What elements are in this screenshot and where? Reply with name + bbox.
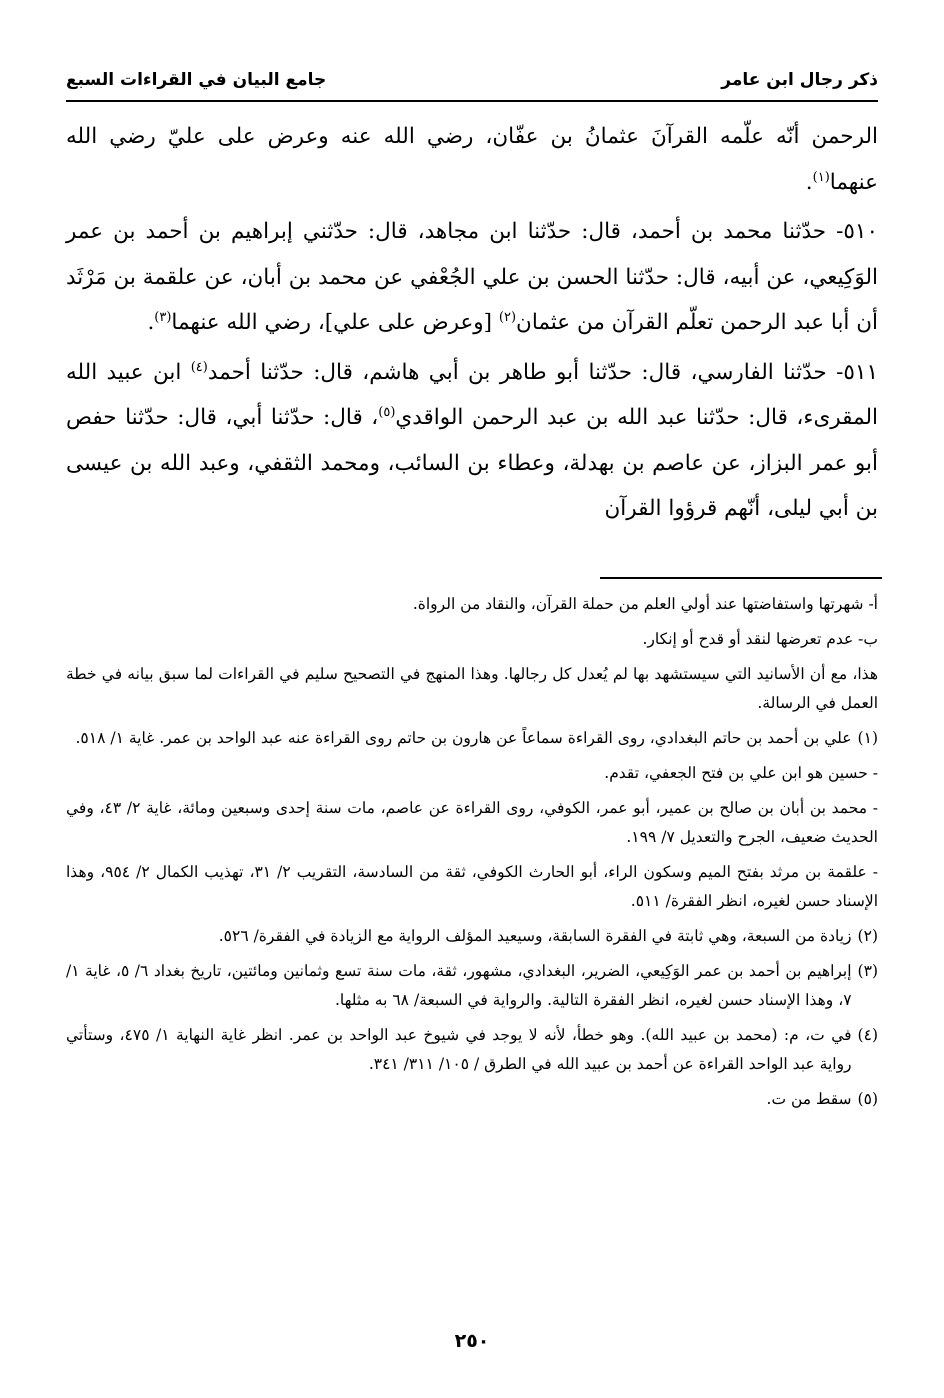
footnote-1-detail-alqama: - علقمة بن مرثد بفتح الميم وسكون الراء، أبو الحارث الكوفي، ثقة من السادسة، التقريب ٢/ ٣١، تهذيب الكمال ٢/ ٩٥٤، وهذا الإسناد حسن لغيره، انظر الفقرة/ ٥١١. bbox=[66, 863, 879, 910]
footnote-text: زيادة من السبعة، وهي ثابتة في الفقرة السابقة، وسيعيد المؤلف الرواية مع الزيادة في الفقرة/ ٥٢٦. bbox=[218, 927, 852, 945]
footnotes bbox=[66, 590, 878, 1120]
footnote-3 bbox=[66, 957, 878, 1015]
footnote-text: في ت، م: (محمد بن عبيد الله). وهو خطأ، لأنه لا يوجد في شيوخ عبد الواحد بن عمر. انظر غاية النهاية ١/ ٤٧٥، وستأتي رواية عبد الواحد القراءة عن أحمد بن عبيد الله في الطرق / ١٠٥/ ٣١١/ ٣٤١. bbox=[66, 1026, 852, 1073]
note-continued-a: أ- شهرتها واستفاضتها عند أولي العلم من حملة القرآن، والنقاد من الرواة. bbox=[412, 595, 878, 613]
footnote-ref-2: (٢) bbox=[498, 309, 517, 325]
paragraph-continued: الرحمن أنّه علّمه القرآنَ عثمانُ بن عفّان، رضي الله عنه وعرض على عليّ رضي الله عنهما$^{(١)}$. bbox=[66, 124, 878, 195]
note-continued-c: هذا، مع أن الأسانيد التي سيستشهد بها لم يُعدل كل رجالها. وهذا المنهج في التصحيح سليم في القراءات لما سبق بيانه في خطة العمل في الرسالة. bbox=[66, 665, 878, 712]
chapter-title: ذكر رجال ابن عامر bbox=[721, 70, 878, 90]
footnote-number: (٤) bbox=[857, 1026, 878, 1044]
footnote-1-detail-husayn: - حسين هو ابن علي بن فتح الجعفي، تقدم. bbox=[604, 764, 878, 782]
footnote-4 bbox=[66, 1021, 878, 1079]
footnote-number: (٣) bbox=[857, 962, 878, 980]
footnote-text: إبراهيم بن أحمد بن عمر الوَكِيعي، الضرير، البغدادي، مشهور، ثقة، مات سنة تسع وثمانين ومائتين، تاريخ بغداد ٦/ ٥، غاية ١/ ٧، وهذا الإسناد حسن لغيره، انظر الفقرة التالية. والرواية في السبعة/ ٦٨ به مثلها. bbox=[66, 962, 852, 1009]
note-continued-b: ب- عدم تعرضها لنقد أو قدح أو إنكار. bbox=[642, 630, 878, 648]
footnote-5 bbox=[66, 1085, 878, 1114]
main-text bbox=[66, 114, 878, 532]
footnote-ref-4: (٤) bbox=[190, 359, 208, 375]
paragraph-511: ٥١١- حدّثنا الفارسي، قال: حدّثنا أبو طاهر بن أبي هاشم، قال: حدّثنا أحمد$^{(٤)}$ ابن عبيد الله المقرىء، قال: حدّثنا عبد الله بن عبد الرحمن الواقدي$^{(٥)}$، قال: حدّثنا أبي، قال: حدّثنا حفص أبو عمر البزاز، عن عاصم بن بهدلة، وعطاء بن السائب، ومحمد الثقفي، وعبد الله بن عيسى بن أبي ليلى، أنّهم قرؤوا القرآن bbox=[66, 359, 878, 521]
footnote-1 bbox=[66, 724, 878, 753]
footnote-number: (١) bbox=[857, 729, 878, 747]
footnote-number: (٥) bbox=[857, 1090, 878, 1108]
paragraph-510: ٥١٠- حدّثنا محمد بن أحمد، قال: حدّثنا ابن مجاهد، قال: حدّثني إبراهيم بن أحمد بن عمر الوَكِيعي، عن أبيه، قال: حدّثنا الحسن بن علي الجُعْفي عن محمد بن أبان، عن علقمة بن مَرْثَد أن أبا عبد الرحمن تعلّم القرآن من عثمان$^{(٢)}$ [وعرض على علي]، رضي الله عنهما$^{(٣)}$. bbox=[66, 219, 878, 335]
running-header bbox=[66, 60, 878, 102]
footnote-number: (٢) bbox=[857, 927, 878, 945]
page-number: ٢٥٠ bbox=[454, 1330, 490, 1352]
footnote-ref-5: (٥) bbox=[378, 404, 396, 420]
book-title: جامع البيان في القراءات السبع bbox=[66, 70, 327, 90]
footnote-1-detail-muhammad: - محمد بن أبان بن صالح بن عمير، أبو عمر، الكوفي، روى القراءة عن عاصم، مات سنة إحدى وسبعين ومائة، غاية ٢/ ٤٣، وفي الحديث ضعيف، الجرح والتعديل ٧/ ١٩٩. bbox=[66, 799, 878, 846]
footnote-text: علي بن أحمد بن حاتم البغدادي، روى القراءة سماعاً عن هارون بن حاتم روى القراءة عنه عبد الواحد بن عمر. غاية ١/ ٥١٨. bbox=[75, 729, 852, 747]
footnote-2 bbox=[66, 922, 878, 951]
footnote-text: سقط من ت. bbox=[766, 1090, 852, 1108]
footnote-separator bbox=[600, 577, 882, 579]
footnote-ref-3: (٣) bbox=[154, 309, 172, 325]
footnote-ref-1: (١) bbox=[812, 169, 830, 185]
